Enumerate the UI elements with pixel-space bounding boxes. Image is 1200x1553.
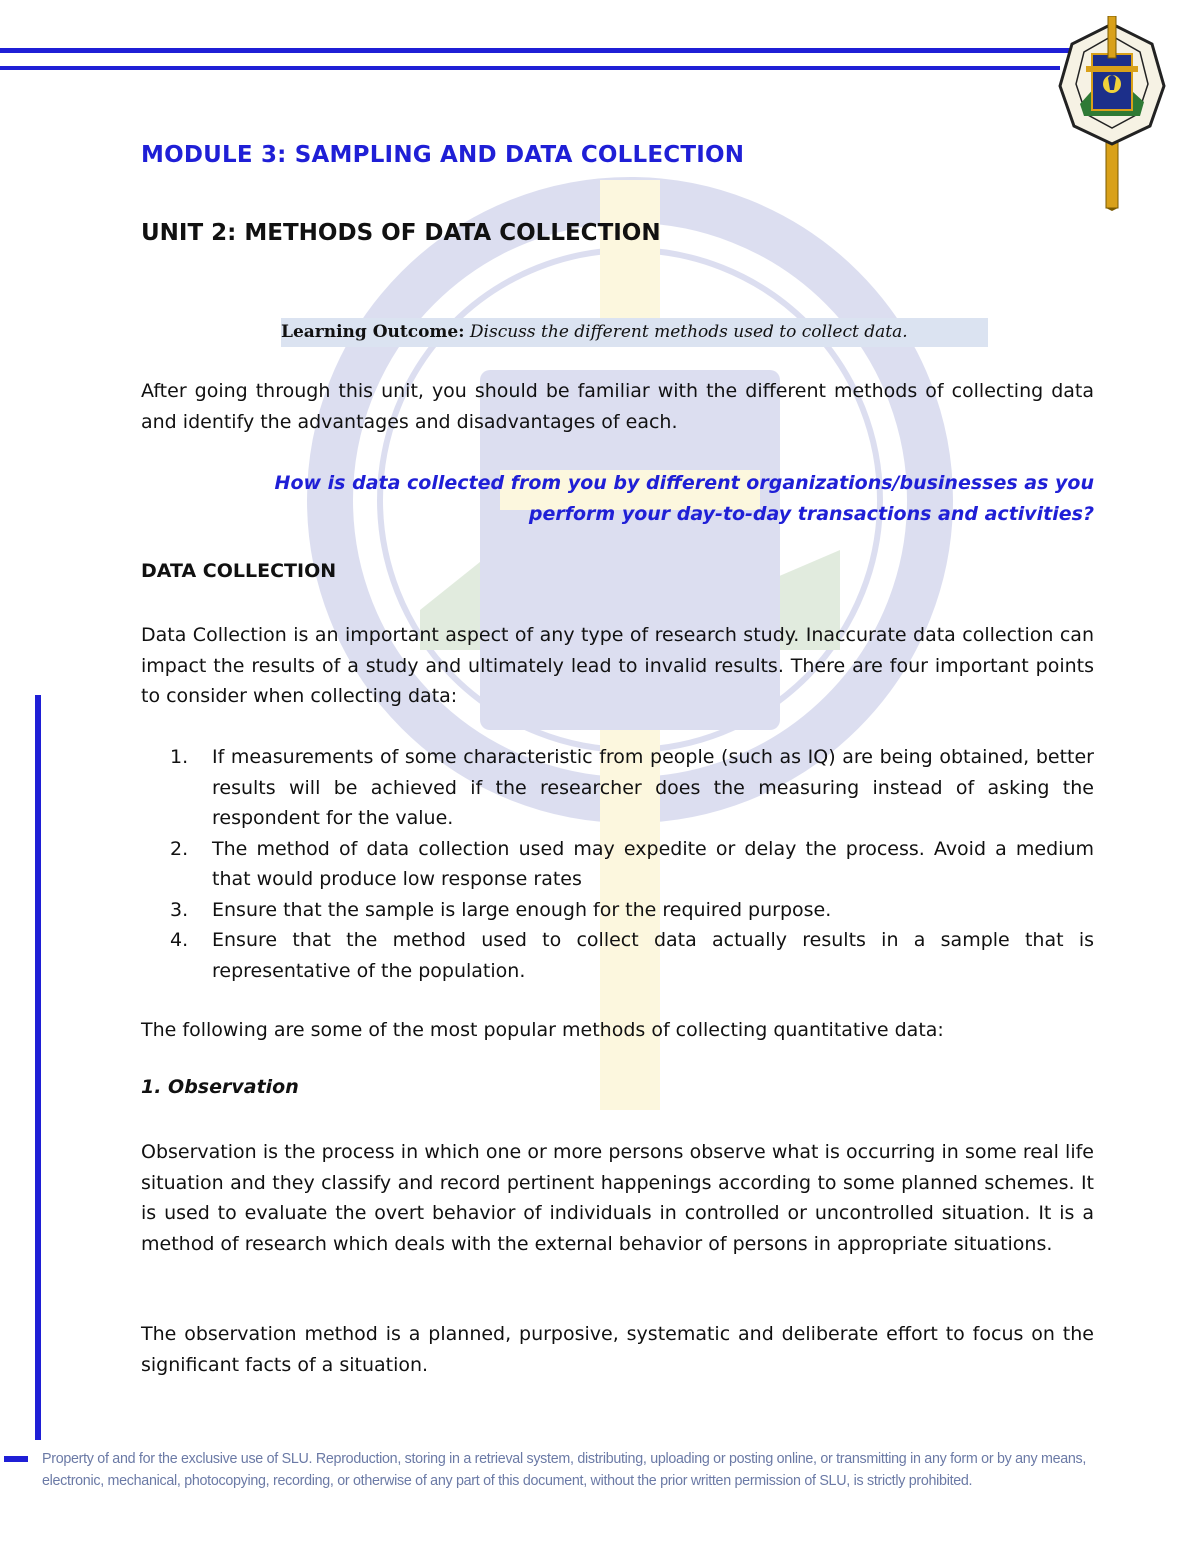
list-item-text: Ensure that the sample is large enough for the required purpose. [212,898,832,921]
list-item [170,742,1094,834]
unit-title: UNIT 2: METHODS OF DATA COLLECTION [141,220,661,246]
footer-mark [4,1456,28,1462]
section-heading-observation: 1. Observation [141,1076,299,1098]
header-rule-bottom [0,66,1060,70]
list-item-number: 1. [170,746,189,768]
observation-paragraph-1: Observation is the process in which one or more persons observe what is occurring in some real life situation and they classify and record pertinent happenings according to some planned schemes. It is used to evaluate the overt behavior of individuals in controlled or uncontrolled situation. It is a method of research which deals with the external behavior of persons in appropriate situations. [141,1141,1094,1255]
considerations-list [170,742,1094,986]
list-item [170,834,1094,895]
guiding-question-line-2: perform your day-to-day transactions and activities? [528,503,1094,525]
list-item [170,895,1094,926]
guiding-question [141,468,1094,530]
list-item-number: 4. [170,929,189,951]
list-item-text: Ensure that the method used to collect data actually results in a sample that is representative of the population. [212,929,1094,982]
guiding-question-line-1: How is data collected from you by different organizations/businesses as you [274,472,1094,494]
learning-outcome-label: Learning Outcome: [281,322,465,342]
list-item-text: If measurements of some characteristic from people (such as IQ) are being obtained, better results will be achieved if the researcher does the measuring instead of asking the respondent for the value. [212,746,1094,829]
side-rule [35,695,41,1440]
list-item [170,925,1094,986]
learning-outcome-text: Discuss the different methods used to collect data. [469,322,908,342]
popular-methods-intro: The following are some of the most popular methods of collecting quantitative data: [141,1019,944,1041]
list-item-text: The method of data collection used may expedite or delay the process. Avoid a medium that would produce low response rates [212,837,1094,890]
intro-paragraph: After going through this unit, you should be familiar with the different methods of collecting data and identify the advantages and disadvantages of each. [141,380,1094,433]
learning-outcome-box [281,318,988,347]
module-title: MODULE 3: SAMPLING AND DATA COLLECTION [141,142,745,168]
university-seal-icon [1050,16,1175,211]
section-heading-data-collection: DATA COLLECTION [141,560,337,582]
list-item-number: 2. [170,837,189,860]
header-rule-top [0,48,1070,53]
list-item-number: 3. [170,898,189,921]
data-collection-paragraph: Data Collection is an important aspect of any type of research study. Inaccurate data collection can impact the results of a study and ultimately lead to invalid results. There are four important points to consider when collecting data: [141,624,1094,707]
observation-paragraph-2: The observation method is a planned, purposive, systematic and deliberate effort to focus on the significant facts of a situation. [141,1323,1094,1376]
footer-notice: Property of and for the exclusive use of SLU. Reproduction, storing in a retrieval system, distributing, uploading or posting online, or transmitting in any form or by any means, electronic, mechanical, photocopying, recording, or otherwise of any part of this document, without the prior written permission of SLU, is strictly prohibited. [42,1451,1087,1489]
